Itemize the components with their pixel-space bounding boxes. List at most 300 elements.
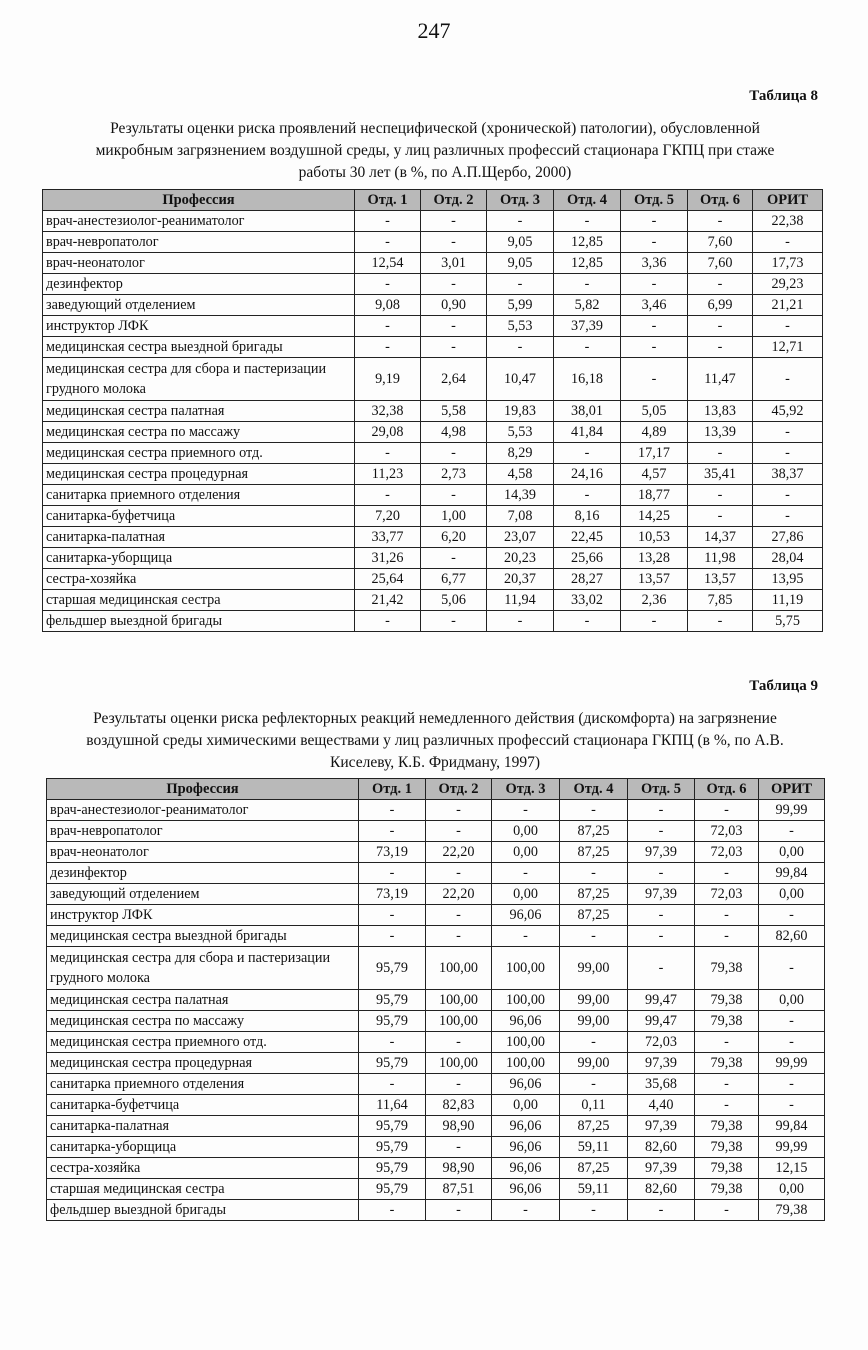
value-cell: 45,92 (753, 401, 823, 422)
value-cell: 99,99 (759, 800, 825, 821)
value-cell: - (621, 358, 688, 401)
value-cell: - (359, 1032, 426, 1053)
value-cell: 100,00 (492, 990, 560, 1011)
value-cell: 13,57 (688, 569, 753, 590)
column-header: Отд. 4 (554, 190, 621, 211)
profession-cell: санитарка приемного отделения (47, 1074, 359, 1095)
value-cell: 99,00 (560, 990, 628, 1011)
table-row (43, 337, 823, 358)
value-cell: - (753, 422, 823, 443)
value-cell: 22,20 (426, 884, 492, 905)
value-cell: 20,37 (487, 569, 554, 590)
profession-cell: врач-невропатолог (43, 232, 355, 253)
value-cell: 11,47 (688, 358, 753, 401)
value-cell: 25,64 (355, 569, 421, 590)
value-cell: 59,11 (560, 1137, 628, 1158)
value-cell: 98,90 (426, 1116, 492, 1137)
table9-caption (30, 708, 840, 774)
profession-cell: врач-неонатолог (47, 842, 359, 863)
profession-cell: дезинфектор (43, 274, 355, 295)
value-cell: - (487, 211, 554, 232)
value-cell: - (421, 611, 487, 632)
table-row (47, 821, 825, 842)
value-cell: 95,79 (359, 1179, 426, 1200)
value-cell: - (426, 800, 492, 821)
value-cell: - (628, 821, 695, 842)
value-cell: 79,38 (695, 947, 759, 990)
table-row (43, 569, 823, 590)
table9-caption-line-1: Результаты оценки риска рефлекторных реакций немедленного действия (дискомфорта) на загрязнение (93, 710, 777, 727)
value-cell: - (628, 947, 695, 990)
column-header: Отд. 1 (355, 190, 421, 211)
value-cell: 13,39 (688, 422, 753, 443)
value-cell: 6,20 (421, 527, 487, 548)
table-row (47, 1032, 825, 1053)
profession-cell: инструктор ЛФК (43, 316, 355, 337)
value-cell: - (421, 443, 487, 464)
table-row (47, 926, 825, 947)
profession-cell: врач-анестезиолог-реаниматолог (43, 211, 355, 232)
value-cell: 28,27 (554, 569, 621, 590)
value-cell: - (355, 316, 421, 337)
value-cell: 17,17 (621, 443, 688, 464)
profession-cell: сестра-хозяйка (43, 569, 355, 590)
column-header: Отд. 2 (421, 190, 487, 211)
value-cell: 73,19 (359, 884, 426, 905)
value-cell: - (688, 316, 753, 337)
column-header: Отд. 4 (560, 779, 628, 800)
value-cell: 7,20 (355, 506, 421, 527)
value-cell: 99,00 (560, 947, 628, 990)
value-cell: - (359, 926, 426, 947)
value-cell: 29,23 (753, 274, 823, 295)
value-cell: - (359, 905, 426, 926)
value-cell: 0,00 (759, 1179, 825, 1200)
value-cell: - (421, 274, 487, 295)
value-cell: 9,08 (355, 295, 421, 316)
value-cell: - (355, 485, 421, 506)
value-cell: 23,07 (487, 527, 554, 548)
value-cell: - (426, 905, 492, 926)
table-row (43, 527, 823, 548)
value-cell: - (560, 1032, 628, 1053)
value-cell: - (688, 506, 753, 527)
value-cell: - (759, 821, 825, 842)
value-cell: 0,11 (560, 1095, 628, 1116)
value-cell: 7,85 (688, 590, 753, 611)
value-cell: - (554, 274, 621, 295)
table-row (47, 842, 825, 863)
value-cell: 0,00 (492, 821, 560, 842)
profession-cell: медицинская сестра палатная (47, 990, 359, 1011)
value-cell: 5,58 (421, 401, 487, 422)
table-row (43, 274, 823, 295)
value-cell: - (688, 443, 753, 464)
value-cell: - (621, 337, 688, 358)
profession-cell: санитарка-уборщица (47, 1137, 359, 1158)
value-cell: 6,99 (688, 295, 753, 316)
value-cell: 73,19 (359, 842, 426, 863)
value-cell: 87,51 (426, 1179, 492, 1200)
value-cell: - (695, 800, 759, 821)
value-cell: 29,08 (355, 422, 421, 443)
value-cell: 12,15 (759, 1158, 825, 1179)
value-cell: - (759, 1074, 825, 1095)
value-cell: 87,25 (560, 821, 628, 842)
profession-cell: старшая медицинская сестра (47, 1179, 359, 1200)
value-cell: 97,39 (628, 1116, 695, 1137)
value-cell: 79,38 (759, 1200, 825, 1221)
value-cell: - (753, 316, 823, 337)
value-cell: - (359, 863, 426, 884)
value-cell: 32,38 (355, 401, 421, 422)
value-cell: 9,05 (487, 232, 554, 253)
table-row (47, 1179, 825, 1200)
table-row (43, 211, 823, 232)
value-cell: 35,68 (628, 1074, 695, 1095)
value-cell: 97,39 (628, 842, 695, 863)
profession-cell: сестра-хозяйка (47, 1158, 359, 1179)
value-cell: - (628, 926, 695, 947)
value-cell: - (421, 211, 487, 232)
table-row (47, 1137, 825, 1158)
value-cell: 2,73 (421, 464, 487, 485)
value-cell: 33,02 (554, 590, 621, 611)
value-cell: 59,11 (560, 1179, 628, 1200)
value-cell: 95,79 (359, 1116, 426, 1137)
table-row (43, 316, 823, 337)
value-cell: - (355, 232, 421, 253)
value-cell: 99,99 (759, 1053, 825, 1074)
value-cell: - (355, 611, 421, 632)
value-cell: 3,46 (621, 295, 688, 316)
table8-caption (30, 118, 840, 184)
value-cell: 82,60 (628, 1137, 695, 1158)
table-row (47, 947, 825, 990)
table-row (43, 232, 823, 253)
value-cell: - (421, 485, 487, 506)
value-cell: 12,85 (554, 232, 621, 253)
value-cell: 12,54 (355, 253, 421, 274)
value-cell: - (492, 800, 560, 821)
value-cell: - (421, 316, 487, 337)
profession-cell: медицинская сестра выездной бригады (43, 337, 355, 358)
value-cell: 95,79 (359, 1053, 426, 1074)
value-cell: - (421, 337, 487, 358)
table-row (47, 800, 825, 821)
column-header: Профессия (47, 779, 359, 800)
profession-cell: медицинская сестра приемного отд. (47, 1032, 359, 1053)
value-cell: 99,47 (628, 990, 695, 1011)
value-cell: - (426, 1137, 492, 1158)
table-row (47, 1158, 825, 1179)
value-cell: 99,00 (560, 1053, 628, 1074)
profession-cell: санитарка-буфетчица (43, 506, 355, 527)
table8-caption-line-2: микробным загрязнением воздушной среды, у лиц различных профессий стационара ГКПЦ при стаже (95, 142, 775, 159)
value-cell: 0,00 (759, 842, 825, 863)
value-cell: 14,37 (688, 527, 753, 548)
value-cell: - (753, 485, 823, 506)
table-row (43, 253, 823, 274)
value-cell: 8,16 (554, 506, 621, 527)
value-cell: - (621, 316, 688, 337)
profession-cell: медицинская сестра приемного отд. (43, 443, 355, 464)
column-header: Профессия (43, 190, 355, 211)
value-cell: - (628, 800, 695, 821)
profession-cell: санитарка-палатная (47, 1116, 359, 1137)
column-header: Отд. 6 (695, 779, 759, 800)
value-cell: - (688, 211, 753, 232)
value-cell: 99,84 (759, 1116, 825, 1137)
value-cell: 100,00 (492, 947, 560, 990)
value-cell: 87,25 (560, 905, 628, 926)
value-cell: - (421, 232, 487, 253)
value-cell: 79,38 (695, 1053, 759, 1074)
value-cell: - (355, 211, 421, 232)
value-cell: 5,75 (753, 611, 823, 632)
value-cell: - (355, 274, 421, 295)
value-cell: - (695, 905, 759, 926)
value-cell: - (621, 211, 688, 232)
table-row (47, 1116, 825, 1137)
value-cell: 13,95 (753, 569, 823, 590)
value-cell: - (695, 863, 759, 884)
value-cell: 0,00 (759, 990, 825, 1011)
value-cell: 12,85 (554, 253, 621, 274)
value-cell: - (753, 358, 823, 401)
table-row (43, 401, 823, 422)
value-cell: 20,23 (487, 548, 554, 569)
value-cell: - (492, 926, 560, 947)
value-cell: - (487, 337, 554, 358)
value-cell: - (695, 1200, 759, 1221)
column-header: Отд. 2 (426, 779, 492, 800)
table-row (43, 422, 823, 443)
value-cell: 96,06 (492, 905, 560, 926)
value-cell: - (426, 863, 492, 884)
column-header: ОРИТ (759, 779, 825, 800)
value-cell: 5,53 (487, 422, 554, 443)
value-cell: 87,25 (560, 1116, 628, 1137)
value-cell: - (621, 611, 688, 632)
profession-cell: санитарка-палатная (43, 527, 355, 548)
column-header: Отд. 3 (492, 779, 560, 800)
column-header: Отд. 6 (688, 190, 753, 211)
value-cell: - (426, 1074, 492, 1095)
value-cell: 9,19 (355, 358, 421, 401)
value-cell: - (560, 863, 628, 884)
value-cell: 13,83 (688, 401, 753, 422)
value-cell: 28,04 (753, 548, 823, 569)
profession-cell: медицинская сестра процедурная (47, 1053, 359, 1074)
value-cell: 95,79 (359, 1137, 426, 1158)
value-cell: - (492, 1200, 560, 1221)
value-cell: 24,16 (554, 464, 621, 485)
table-row (47, 990, 825, 1011)
value-cell: 14,39 (487, 485, 554, 506)
value-cell: 4,98 (421, 422, 487, 443)
profession-cell: заведующий отделением (43, 295, 355, 316)
value-cell: 97,39 (628, 1053, 695, 1074)
value-cell: 99,84 (759, 863, 825, 884)
value-cell: 7,60 (688, 232, 753, 253)
value-cell: - (487, 274, 554, 295)
value-cell: 72,03 (695, 884, 759, 905)
value-cell: 5,99 (487, 295, 554, 316)
value-cell: - (753, 506, 823, 527)
table-row (47, 1053, 825, 1074)
value-cell: 79,38 (695, 1179, 759, 1200)
value-cell: 96,06 (492, 1137, 560, 1158)
value-cell: 79,38 (695, 1116, 759, 1137)
value-cell: - (359, 800, 426, 821)
value-cell: - (426, 926, 492, 947)
value-cell: 35,41 (688, 464, 753, 485)
value-cell: 11,19 (753, 590, 823, 611)
value-cell: 95,79 (359, 947, 426, 990)
page-number: 247 (417, 18, 451, 43)
value-cell: 19,83 (487, 401, 554, 422)
value-cell: 21,42 (355, 590, 421, 611)
value-cell: 0,00 (492, 842, 560, 863)
value-cell: - (560, 1074, 628, 1095)
table9-header-row (47, 779, 825, 800)
value-cell: - (554, 443, 621, 464)
value-cell: 79,38 (695, 1011, 759, 1032)
profession-cell: фельдшер выездной бригады (43, 611, 355, 632)
value-cell: 4,57 (621, 464, 688, 485)
value-cell: 96,06 (492, 1116, 560, 1137)
value-cell: 2,64 (421, 358, 487, 401)
table-row (43, 506, 823, 527)
table9-caption-line-2: воздушной среды химическими веществами у лиц различных профессий стационара ГКПЦ (в %, по А.В. (86, 732, 784, 749)
profession-cell: медицинская сестра выездной бригады (47, 926, 359, 947)
value-cell: - (688, 337, 753, 358)
value-cell: 87,25 (560, 884, 628, 905)
profession-cell: медицинская сестра для сбора и пастеризации грудного молока (43, 358, 355, 401)
value-cell: - (759, 1032, 825, 1053)
value-cell: 17,73 (753, 253, 823, 274)
value-cell: 95,79 (359, 1011, 426, 1032)
value-cell: 10,47 (487, 358, 554, 401)
value-cell: 16,18 (554, 358, 621, 401)
column-header: Отд. 3 (487, 190, 554, 211)
table-row (47, 884, 825, 905)
value-cell: - (695, 926, 759, 947)
table-row (43, 548, 823, 569)
value-cell: 100,00 (492, 1053, 560, 1074)
profession-cell: медицинская сестра для сбора и пастеризации грудного молока (47, 947, 359, 990)
value-cell: - (753, 232, 823, 253)
column-header: Отд. 5 (621, 190, 688, 211)
value-cell: 41,84 (554, 422, 621, 443)
table-row (47, 1011, 825, 1032)
value-cell: 4,58 (487, 464, 554, 485)
value-cell: - (426, 821, 492, 842)
value-cell: 0,90 (421, 295, 487, 316)
value-cell: 96,06 (492, 1179, 560, 1200)
value-cell: 72,03 (695, 842, 759, 863)
table-row (43, 464, 823, 485)
value-cell: - (426, 1200, 492, 1221)
table-row (47, 1074, 825, 1095)
value-cell: 7,08 (487, 506, 554, 527)
value-cell: - (695, 1032, 759, 1053)
value-cell: 2,36 (621, 590, 688, 611)
value-cell: 72,03 (628, 1032, 695, 1053)
table9-caption-line-3: Киселеву, К.Б. Фридману, 1997) (330, 754, 540, 771)
value-cell: 82,60 (628, 1179, 695, 1200)
value-cell: 100,00 (426, 947, 492, 990)
table9 (46, 778, 825, 1221)
value-cell: 25,66 (554, 548, 621, 569)
profession-cell: медицинская сестра по массажу (43, 422, 355, 443)
value-cell: 96,06 (492, 1011, 560, 1032)
value-cell: 13,28 (621, 548, 688, 569)
value-cell: 72,03 (695, 821, 759, 842)
value-cell: 82,60 (759, 926, 825, 947)
value-cell: 97,39 (628, 884, 695, 905)
value-cell: 95,79 (359, 1158, 426, 1179)
value-cell: 100,00 (426, 990, 492, 1011)
value-cell: - (628, 1200, 695, 1221)
value-cell: 79,38 (695, 1158, 759, 1179)
table-row (43, 590, 823, 611)
value-cell: 38,37 (753, 464, 823, 485)
value-cell: 79,38 (695, 1137, 759, 1158)
value-cell: 5,05 (621, 401, 688, 422)
value-cell: - (688, 274, 753, 295)
table-row (43, 443, 823, 464)
value-cell: - (426, 1032, 492, 1053)
value-cell: 31,26 (355, 548, 421, 569)
value-cell: 99,00 (560, 1011, 628, 1032)
value-cell: - (695, 1095, 759, 1116)
profession-cell: медицинская сестра процедурная (43, 464, 355, 485)
value-cell: 5,06 (421, 590, 487, 611)
value-cell: - (560, 800, 628, 821)
value-cell: - (759, 1011, 825, 1032)
value-cell: - (421, 548, 487, 569)
column-header: ОРИТ (753, 190, 823, 211)
value-cell: - (359, 1200, 426, 1221)
table-row (43, 485, 823, 506)
value-cell: - (359, 821, 426, 842)
value-cell: - (492, 863, 560, 884)
value-cell: - (554, 611, 621, 632)
value-cell: 13,57 (621, 569, 688, 590)
profession-cell: медицинская сестра палатная (43, 401, 355, 422)
table-row (43, 358, 823, 401)
value-cell: 7,60 (688, 253, 753, 274)
value-cell: - (355, 443, 421, 464)
value-cell: 97,39 (628, 1158, 695, 1179)
value-cell: 5,53 (487, 316, 554, 337)
value-cell: 82,83 (426, 1095, 492, 1116)
profession-cell: старшая медицинская сестра (43, 590, 355, 611)
column-header: Отд. 5 (628, 779, 695, 800)
value-cell: 99,47 (628, 1011, 695, 1032)
value-cell: 37,39 (554, 316, 621, 337)
value-cell: - (554, 337, 621, 358)
table-row (47, 863, 825, 884)
value-cell: 11,23 (355, 464, 421, 485)
profession-cell: заведующий отделением (47, 884, 359, 905)
profession-cell: санитарка приемного отделения (43, 485, 355, 506)
value-cell: 27,86 (753, 527, 823, 548)
value-cell: 4,40 (628, 1095, 695, 1116)
value-cell: - (487, 611, 554, 632)
